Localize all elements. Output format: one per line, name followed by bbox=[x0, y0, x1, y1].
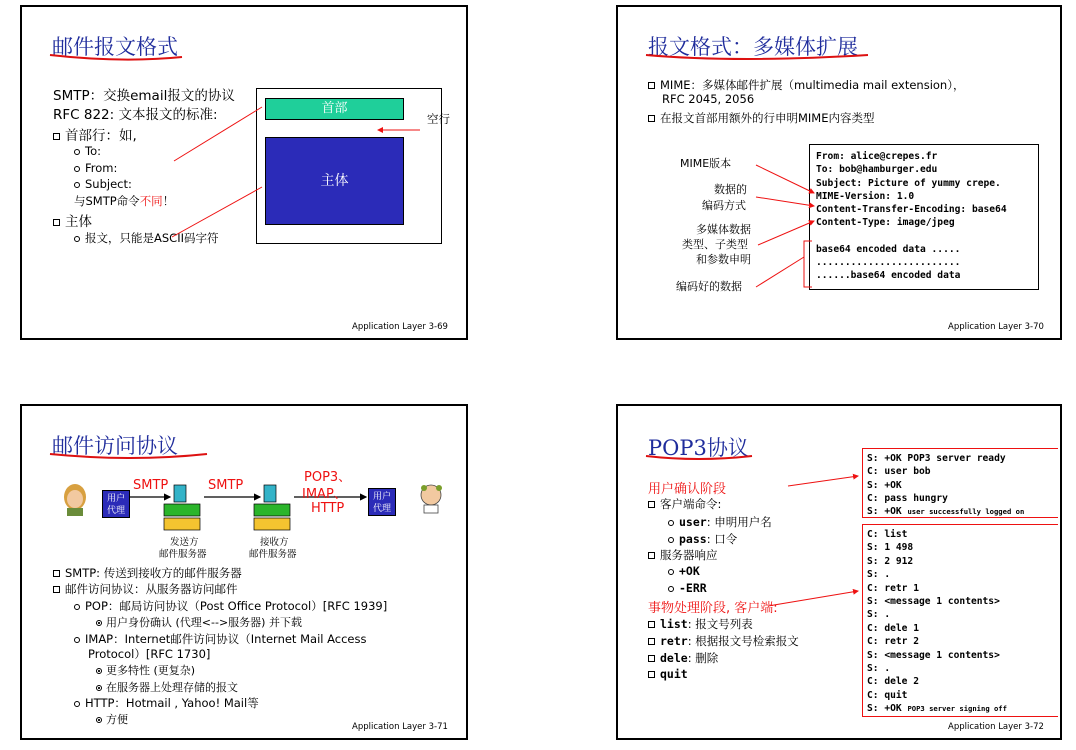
circle-bullet-icon bbox=[74, 604, 80, 610]
sender-person-icon bbox=[64, 484, 86, 516]
arrow-body bbox=[172, 187, 262, 237]
transcript-line: C: list bbox=[867, 529, 908, 540]
label-encoded-data: 编码好的数据 bbox=[676, 280, 742, 293]
transcript-line: C: dele 1 bbox=[867, 622, 919, 634]
bullet-client-cmd: 客户端命令: bbox=[648, 496, 721, 512]
transcript-line: S: . bbox=[867, 663, 891, 675]
slide-title: 邮件访问协议 bbox=[52, 434, 178, 458]
transcript-line: S: . bbox=[867, 569, 891, 581]
title-underline bbox=[646, 456, 752, 459]
sender-server-label: 发送方 bbox=[170, 537, 199, 548]
user-agent-right: 用户 代理 bbox=[368, 488, 396, 516]
blank-line-label: 空行 bbox=[427, 112, 450, 126]
auth-phase-label: 用户确认阶段 bbox=[648, 482, 727, 497]
sub-bullet-pop: POP：邮局访问协议（Post Office Protocol）[RFC 1939] bbox=[74, 598, 387, 614]
data-line: ......................... bbox=[816, 257, 961, 269]
bullet-access: 邮件访问协议：从服务器访问邮件 bbox=[53, 581, 238, 597]
title-underline bbox=[646, 55, 868, 59]
data-line: ......base64 encoded data bbox=[816, 270, 961, 282]
transcript-line: C: retr 1 bbox=[867, 582, 919, 594]
smtp-label-2: SMTP bbox=[208, 478, 244, 493]
transcript-line: S: +OK user successfully logged on bbox=[867, 506, 1025, 518]
sending-mail-server-icon bbox=[164, 485, 200, 530]
slide-footer: Application Layer 3-72 bbox=[948, 722, 1044, 732]
transcript-line: C: retr 2 bbox=[867, 636, 919, 648]
sub-sub-bullet: 方便 bbox=[96, 711, 128, 727]
header-line: Subject: Picture of yummy crepe. bbox=[816, 177, 1001, 189]
header-line: From: alice@crepes.fr bbox=[816, 151, 938, 162]
sub-bullet: 报文，只能是ASCII码字符 bbox=[74, 230, 218, 246]
header-line: Content-Transfer-Encoding: base64 bbox=[816, 204, 1007, 216]
imap-label: IMAP、 bbox=[302, 487, 347, 502]
sub-bullet: From: bbox=[74, 161, 117, 175]
square-bullet-icon bbox=[53, 586, 60, 593]
slide-footer: Application Layer 3-70 bbox=[948, 322, 1044, 332]
header-line: Content-Type: image/jpeg bbox=[816, 217, 955, 229]
sub-bullet-imap-cont: Protocol）[RFC 1730] bbox=[88, 647, 211, 661]
dot-bullet-icon bbox=[96, 685, 102, 691]
arrow-header bbox=[174, 107, 262, 161]
bullet-list: list: 报文号列表 bbox=[648, 616, 753, 632]
label-encoding-1: 数据的 bbox=[714, 183, 747, 196]
slide-title: POP3协议 bbox=[648, 436, 749, 460]
slide-footer: Application Layer 3-69 bbox=[352, 322, 448, 332]
user-agent-left: 用户 代理 bbox=[102, 490, 130, 518]
sub-bullet: Subject: bbox=[74, 177, 132, 191]
sub-bullet-pass: pass: 口令 bbox=[668, 531, 737, 547]
text-line: RFC 822: 文本报文的标准: bbox=[53, 107, 218, 123]
sub-bullet-imap: IMAP：Internet邮件访问协议（Internet Mail Access bbox=[74, 631, 366, 647]
label-type-1: 多媒体数据 bbox=[696, 223, 751, 236]
data-line: base64 encoded data ..... bbox=[816, 243, 961, 255]
pop3-label: POP3、 bbox=[304, 470, 352, 485]
arrow-mime-version bbox=[756, 165, 814, 193]
sub-sub-bullet: 用户身份确认 (代理<-->服务器) 并下载 bbox=[96, 614, 302, 630]
receiver-person-icon bbox=[421, 485, 442, 513]
sub-bullet-err: -ERR bbox=[668, 581, 707, 595]
circle-bullet-icon bbox=[74, 637, 80, 643]
label-mime-version: MIME版本 bbox=[680, 157, 732, 170]
arrow-auth-phase bbox=[788, 476, 858, 486]
bullet-dele: dele: 删除 bbox=[648, 650, 718, 666]
slide-footer: Application Layer 3-71 bbox=[352, 722, 448, 732]
bullet-retr: retr: 根据报文号检索报文 bbox=[648, 633, 799, 649]
sub-bullet: To: bbox=[74, 144, 101, 158]
bullet-server-resp: 服务器响应 bbox=[648, 547, 718, 563]
data-bracket bbox=[804, 241, 812, 287]
transcript-line: C: user bob bbox=[867, 466, 931, 478]
label-encoding-2: 编码方式 bbox=[702, 199, 746, 212]
sub-bullet-ok: +OK bbox=[668, 564, 700, 578]
dot-bullet-icon bbox=[96, 717, 102, 723]
transcript-line: S: +OK bbox=[867, 479, 902, 491]
transcript-line: S: +OK POP3 server signing off bbox=[867, 703, 1007, 715]
dot-bullet-icon bbox=[96, 620, 102, 626]
header-line: MIME-Version: 1.0 bbox=[816, 190, 915, 202]
transcript-line: S: <message 1 contents> bbox=[867, 596, 1000, 608]
transcript-line: S: 1 498 bbox=[867, 542, 914, 554]
sub-sub-bullet: 更多特性 (更复杂) bbox=[96, 662, 195, 678]
slide-mime-extension bbox=[616, 5, 1062, 340]
arrow-data bbox=[756, 257, 804, 287]
body-block: 主体 bbox=[265, 137, 404, 225]
receiving-mail-server-icon bbox=[254, 485, 290, 530]
bullet-header-lines: 首部行：如, bbox=[53, 124, 137, 144]
arrow-overlay bbox=[618, 406, 1062, 740]
smtp-label-1: SMTP bbox=[133, 478, 169, 493]
slide-pop3-protocol bbox=[616, 404, 1062, 740]
arrow-overlay bbox=[22, 7, 468, 340]
arrow-encoding bbox=[756, 197, 814, 206]
circle-bullet-icon bbox=[74, 701, 80, 707]
title-underline bbox=[50, 55, 182, 60]
header-line: To: bob@hamburger.edu bbox=[816, 164, 938, 176]
transcript-line: C: dele 2 bbox=[867, 676, 919, 688]
bullet-mime: MIME：多媒体邮件扩展（multimedia mail extension）， bbox=[648, 77, 964, 93]
arrow-overlay bbox=[618, 7, 1062, 340]
bullet-smtp: SMTP: 传送到接收方的邮件服务器 bbox=[53, 565, 242, 581]
sub-bullet-http: HTTP：Hotmail , Yahoo! Mail等 bbox=[74, 695, 259, 711]
sub-bullet-user: user: 申明用户名 bbox=[668, 514, 772, 530]
text-line: SMTP：交换email报文的协议 bbox=[53, 88, 235, 104]
transcript-line: S: <message 1 contents> bbox=[867, 649, 1000, 661]
bullet-quit: quit bbox=[648, 667, 688, 681]
receiver-server-label: 接收方 bbox=[260, 537, 289, 548]
bullet-header-extra: 在报文首部用额外的行申明MIME内容类型 bbox=[648, 110, 875, 126]
transcript-line: S: +OK POP3 server ready bbox=[867, 453, 1006, 464]
slide-title: 报文格式：多媒体扩展 bbox=[648, 35, 858, 59]
sender-server-label-2: 邮件服务器 bbox=[159, 549, 207, 560]
bullet-body: 主体 bbox=[53, 210, 92, 230]
receiver-server-label-2: 邮件服务器 bbox=[249, 549, 297, 560]
transcript-line: S: . bbox=[867, 609, 891, 621]
arrow-transaction-phase bbox=[768, 591, 858, 606]
transcript-line: S: 2 912 bbox=[867, 555, 914, 567]
square-bullet-icon bbox=[53, 570, 60, 577]
note-line: 与SMTP命令不同！ bbox=[74, 194, 175, 208]
transcript-line: C: quit bbox=[867, 689, 908, 701]
bullet-mime-rfc: RFC 2045, 2056 bbox=[662, 92, 755, 106]
sub-sub-bullet: 在服务器上处理存储的报文 bbox=[96, 679, 238, 695]
header-block: 首部 bbox=[265, 98, 404, 120]
transaction-phase-label: 事物处理阶段, 客户端: bbox=[648, 601, 778, 616]
http-label: HTTP bbox=[311, 501, 345, 516]
slide-mail-message-format bbox=[20, 5, 468, 340]
slide-title: 邮件报文格式 bbox=[52, 35, 178, 59]
label-type-2: 类型、子类型 bbox=[682, 238, 748, 251]
slide-mail-access-protocols bbox=[20, 404, 468, 740]
label-type-3: 和参数申明 bbox=[696, 253, 751, 266]
transcript-line: C: pass hungry bbox=[867, 492, 948, 504]
title-underline bbox=[50, 454, 207, 458]
dot-bullet-icon bbox=[96, 668, 102, 674]
